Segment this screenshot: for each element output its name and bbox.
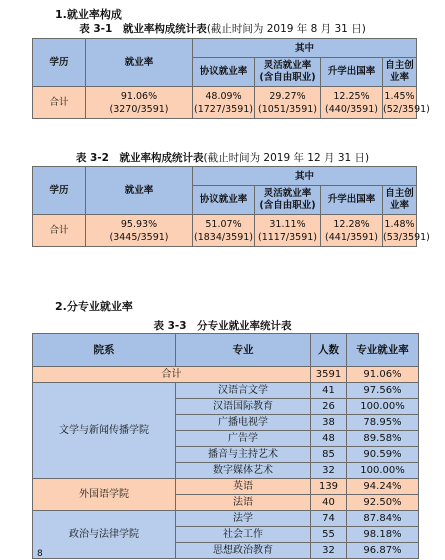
- major-count: 32: [311, 543, 347, 559]
- sub-header: 协议就业率: [193, 58, 255, 87]
- table2-caption-note: (截止时间为 2019 年 12 月 31 日): [203, 152, 370, 164]
- value-ratio: (441/3591): [325, 231, 378, 243]
- college-name: 文学与新闻传播学院: [33, 383, 176, 479]
- major-rate: 96.87%: [347, 543, 419, 559]
- major-count: 85: [311, 447, 347, 463]
- total-count: 3591: [311, 367, 347, 383]
- major-rate: 94.24%: [347, 479, 419, 495]
- value-pct: 51.07%: [205, 218, 242, 230]
- major-rate: 97.56%: [347, 383, 419, 399]
- col-header-count: 人数: [311, 334, 347, 367]
- value-ratio: (52/3591): [383, 103, 430, 115]
- table3-caption: 表 3-3 分专业就业率统计表: [153, 320, 292, 332]
- value-pct: 1.45%: [384, 90, 415, 102]
- value-cell: [86, 215, 193, 247]
- sub-header-line: 灵活就业率: [263, 60, 312, 71]
- row-label: 合计: [33, 215, 86, 247]
- col-header-jiuye: 就业率: [86, 167, 193, 215]
- col-header-college: 院系: [33, 334, 176, 367]
- major-count: 26: [311, 399, 347, 415]
- table2-caption: [0, 150, 445, 165]
- major-name: 汉语国际教育: [176, 399, 311, 415]
- employment-table-1: [32, 38, 430, 119]
- major-name: 法语: [176, 495, 311, 511]
- table1-caption: [0, 21, 445, 36]
- major-rate: 100.00%: [347, 463, 419, 479]
- sub-header-line: (含自由职业): [259, 200, 316, 211]
- sub-header: [255, 186, 321, 215]
- major-name: 思想政治教育: [176, 543, 311, 559]
- major-count: 74: [311, 511, 347, 527]
- sub-header-line: 灵活就业率: [263, 188, 312, 199]
- table-row: [33, 479, 419, 495]
- major-employment-table: [32, 333, 419, 559]
- major-name: 社会工作: [176, 527, 311, 543]
- section2-heading: 2.分专业就业率: [55, 300, 133, 313]
- major-rate: 92.50%: [347, 495, 419, 511]
- value-pct: 12.25%: [333, 90, 370, 102]
- value-pct: 48.09%: [205, 90, 242, 102]
- sub-header: 自主创业率: [383, 58, 417, 87]
- sub-header-line: (含自由职业): [259, 72, 316, 83]
- section1-heading: 1.就业率构成: [55, 8, 122, 21]
- major-name: 广播电视学: [176, 415, 311, 431]
- college-name: 外国语学院: [33, 479, 176, 511]
- major-count: 32: [311, 463, 347, 479]
- value-ratio: (1834/3591): [194, 231, 253, 243]
- college-name: 政治与法律学院: [33, 511, 176, 559]
- value-pct: 91.06%: [120, 90, 158, 102]
- value-ratio: (3270/3591): [109, 103, 169, 115]
- value-cell: [321, 87, 383, 119]
- value-ratio: (1051/3591): [258, 103, 317, 115]
- value-cell: [255, 87, 321, 119]
- value-pct: 31.11%: [269, 218, 306, 230]
- value-pct: 95.93%: [120, 218, 158, 230]
- value-ratio: (1727/3591): [194, 103, 253, 115]
- major-count: 40: [311, 495, 347, 511]
- major-count: 139: [311, 479, 347, 495]
- value-cell: [86, 87, 193, 119]
- sub-header: 升学出国率: [321, 186, 383, 215]
- major-count: 38: [311, 415, 347, 431]
- value-cell: [383, 87, 430, 119]
- major-rate: 87.84%: [347, 511, 419, 527]
- total-rate: 91.06%: [347, 367, 419, 383]
- col-header-rate: 专业就业率: [347, 334, 419, 367]
- value-cell: [383, 215, 430, 247]
- value-ratio: (53/3591): [383, 231, 430, 243]
- major-name: 汉语言文学: [176, 383, 311, 399]
- value-ratio: (1117/3591): [258, 231, 317, 243]
- major-name: 播音与主持艺术: [176, 447, 311, 463]
- value-cell: [193, 215, 255, 247]
- table-row: [33, 383, 419, 399]
- employment-table-2: [32, 166, 430, 247]
- major-name: 法学: [176, 511, 311, 527]
- major-count: 41: [311, 383, 347, 399]
- table2-caption-title: 表 3-2 就业率构成统计表: [75, 152, 204, 164]
- col-header-major: 专业: [176, 334, 311, 367]
- major-count: 48: [311, 431, 347, 447]
- value-cell: [321, 215, 383, 247]
- value-cell: [193, 87, 255, 119]
- table-row: [33, 511, 419, 527]
- major-rate: 90.59%: [347, 447, 419, 463]
- col-header-xueli: 学历: [33, 167, 86, 215]
- col-header-jiuye: 就业率: [86, 39, 193, 87]
- total-row: [33, 367, 419, 383]
- total-label: 合计: [33, 367, 311, 383]
- major-rate: 100.00%: [347, 399, 419, 415]
- major-name: 数字媒体艺术: [176, 463, 311, 479]
- value-pct: 1.48%: [384, 218, 415, 230]
- major-rate: 89.58%: [347, 431, 419, 447]
- col-header-xueli: 学历: [33, 39, 86, 87]
- value-pct: 29.27%: [269, 90, 306, 102]
- sub-header: [255, 58, 321, 87]
- major-rate: 98.18%: [347, 527, 419, 543]
- col-header-qizhong: 其中: [193, 39, 417, 58]
- major-rate: 78.95%: [347, 415, 419, 431]
- major-count: 55: [311, 527, 347, 543]
- table1-caption-title: 表 3-1 就业率构成统计表: [79, 23, 207, 35]
- major-name: 广告学: [176, 431, 311, 447]
- value-pct: 12.28%: [333, 218, 370, 230]
- major-name: 英语: [176, 479, 311, 495]
- value-ratio: (3445/3591): [109, 231, 169, 243]
- page-number: 8: [37, 549, 43, 559]
- row-label: 合计: [33, 87, 86, 119]
- col-header-qizhong: 其中: [193, 167, 417, 186]
- value-cell: [255, 215, 321, 247]
- value-ratio: (440/3591): [325, 103, 378, 115]
- sub-header: 升学出国率: [321, 58, 383, 87]
- sub-header: 协议就业率: [193, 186, 255, 215]
- sub-header: 自主创业率: [383, 186, 417, 215]
- table1-caption-note: (截止时间为 2019 年 8 月 31 日): [206, 23, 366, 35]
